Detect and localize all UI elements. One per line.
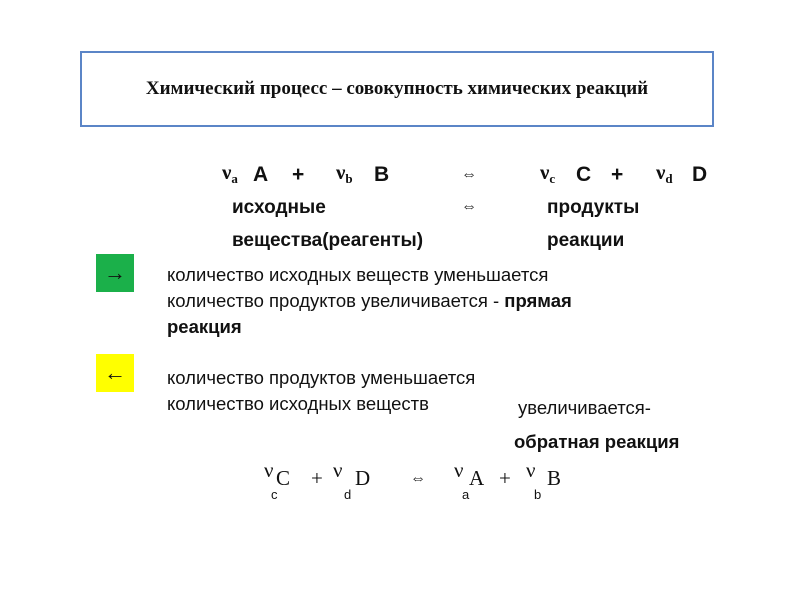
reverse-line-3: обратная реакция [514, 431, 680, 452]
products-label-1: продукты [547, 197, 640, 218]
reverse-nu-c: ν [264, 458, 274, 482]
product-D: D [692, 163, 708, 186]
equilibrium-arrow-icon: ⇔ [461, 166, 477, 183]
reactant-B: B [374, 163, 390, 186]
products-label-2: реакции [547, 230, 625, 251]
plus-sign: + [292, 163, 305, 186]
equation-product-c [540, 160, 555, 185]
forward-line-2 [167, 288, 572, 314]
reverse-subscript-b: b [534, 487, 542, 502]
forward-line-1: количество исходных веществ уменьшается [167, 264, 549, 285]
reverse-nu-b: ν [526, 458, 536, 482]
reverse-D: D [355, 466, 371, 490]
page-title: Химический процесс – совокупность химических реакций [145, 78, 649, 99]
reverse-plus: + [499, 466, 511, 490]
reverse-plus: + [311, 466, 323, 490]
forward-line-2-text: количество продуктов увеличивается - [167, 290, 505, 311]
forward-line-2-bold: прямая [504, 290, 572, 311]
equation-product-d [656, 160, 673, 185]
reverse-reaction-badge [96, 354, 134, 392]
equation-reactant-a [222, 160, 238, 185]
nu-symbol: ν [540, 160, 550, 184]
forward-reaction-badge [96, 254, 134, 292]
equation-reactant-b [336, 160, 353, 185]
left-arrow-icon: ← [104, 360, 126, 385]
reverse-nu-a: ν [454, 458, 464, 482]
subscript-d: d [665, 171, 673, 186]
reverse-subscript-a: a [462, 487, 470, 502]
equilibrium-arrow-icon: ⇔ [461, 198, 477, 215]
subscript-a: a [231, 171, 238, 186]
forward-line-3: реакция [167, 316, 242, 337]
title-box [80, 51, 714, 127]
forward-description [167, 262, 572, 340]
reverse-equilibrium-arrow-icon: ⇔ [410, 470, 426, 487]
subscript-b: b [345, 171, 353, 186]
right-arrow-icon: → [104, 260, 126, 285]
reverse-line-2: количество исходных веществ [167, 393, 429, 414]
reverse-subscript-c: c [271, 487, 278, 502]
reactants-label-2: вещества(реагенты) [232, 230, 424, 251]
plus-sign: + [611, 163, 624, 186]
reverse-line-1: количество продуктов уменьшается [167, 367, 476, 388]
reverse-subscript-d: d [344, 487, 352, 502]
reverse-A: A [469, 466, 485, 490]
nu-symbol: ν [222, 160, 232, 184]
nu-symbol: ν [336, 160, 346, 184]
reactant-A: A [253, 163, 269, 186]
product-C: C [576, 163, 592, 186]
subscript-c: c [549, 171, 556, 186]
reverse-C: C [276, 466, 291, 490]
reverse-line-2-tail: увеличивается- [518, 397, 651, 418]
reverse-nu-d: ν [333, 458, 343, 482]
reactants-label-1: исходные [232, 197, 326, 218]
nu-symbol: ν [656, 160, 666, 184]
reverse-B: B [547, 466, 562, 490]
